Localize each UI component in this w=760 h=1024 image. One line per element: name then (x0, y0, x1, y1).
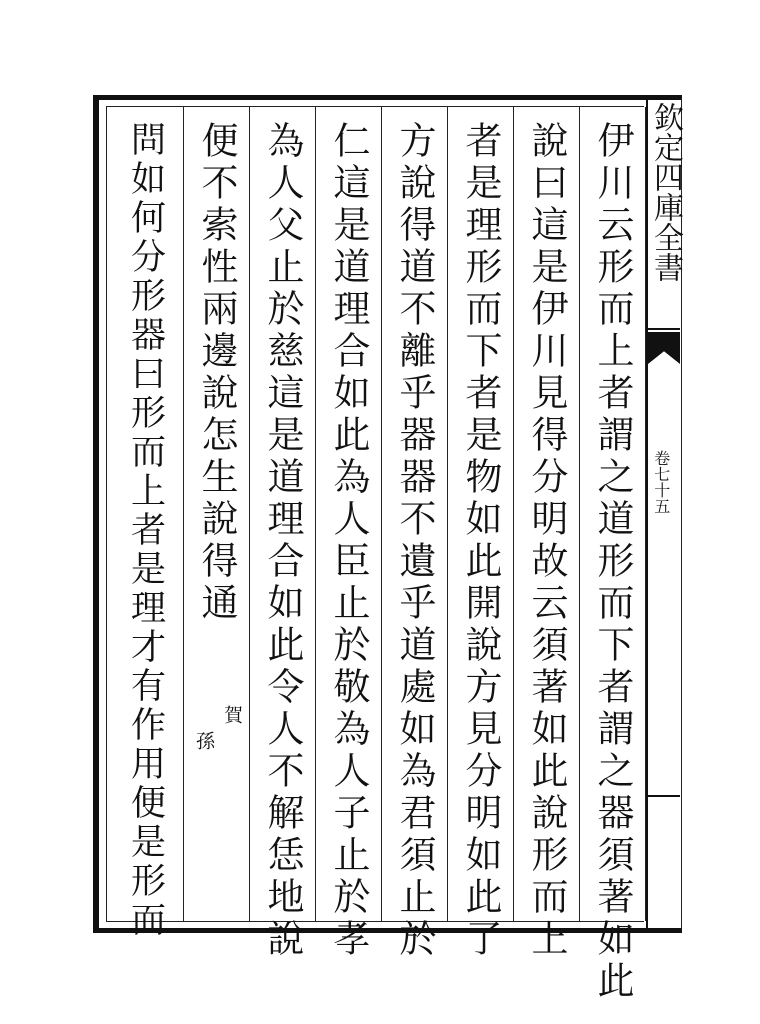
annotation-note-line-2: 孫 (193, 731, 215, 750)
text-frame-inner (106, 106, 644, 1003)
column-text-7: 便不索性兩邊說怎生說得通 (195, 121, 238, 625)
fish-tail-mark (648, 332, 680, 364)
book-title: 欽定四庫全書 (648, 102, 683, 282)
text-column-7 (184, 107, 250, 921)
text-column-5 (316, 107, 382, 961)
column-text-3: 者是理形而下者是物如此開說方見分明如此了 (459, 121, 502, 961)
text-column-1 (580, 107, 646, 1003)
text-column-4 (382, 107, 448, 961)
volume-number: 卷七十五 (651, 450, 671, 514)
column-text-2: 說曰這是伊川見得分明故云須著如此說形而上 (525, 121, 568, 961)
annotation-note-line-1: 賀 (221, 705, 243, 724)
column-text-5: 仁這是道理合如此為人臣止於敬為人子止於孝 (327, 121, 370, 961)
text-frame (93, 95, 648, 1003)
column-text-8: 問如何分形器曰形而上者是理才有作用便是形而 (125, 121, 166, 940)
text-column-8 (107, 107, 184, 940)
text-column-3 (448, 107, 514, 961)
fish-tail-line-top (648, 328, 680, 330)
text-column-2 (514, 107, 580, 961)
text-column-6 (250, 107, 316, 961)
column-text-1: 伊川云形而上者謂之道形而下者謂之器須著如此 (591, 121, 634, 1003)
column-text-6: 為人父止於慈這是道理合如此令人不解恁地說 (261, 121, 304, 961)
page-margin-banner (648, 95, 682, 933)
column-text-4: 方說得道不離乎器器不遺乎道處如為君須止於 (393, 121, 436, 961)
fish-tail-line-bottom (648, 795, 680, 797)
